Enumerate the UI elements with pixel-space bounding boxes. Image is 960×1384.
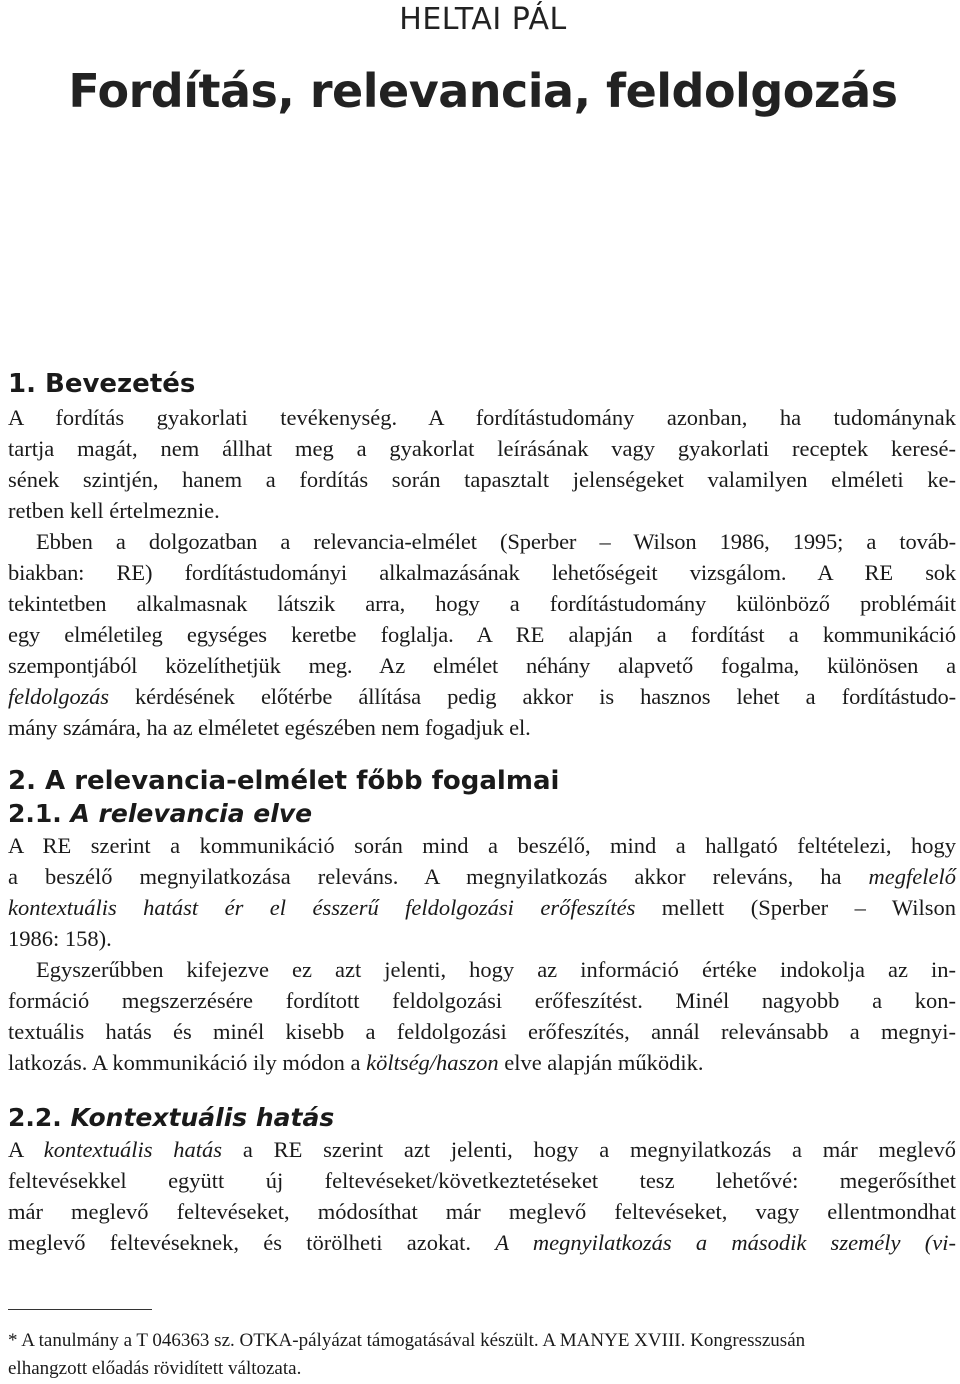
italic-term: megfelelő — [868, 864, 956, 889]
text-span: meglevő feltevéseknek, és törölheti azokat. — [8, 1230, 496, 1255]
text-span: a RE szerint azt jelenti, hogy a megnyilatkozás a már meglevő — [222, 1137, 957, 1162]
text-line: Ebben a dolgozatban a relevancia-elmélet (Sperber – Wilson 1986, 1995; a továb- — [36, 529, 956, 554]
italic-term: költség/haszon — [366, 1050, 499, 1075]
text-line: textuális hatás és minél kisebb a feldolgozási erőfeszítés, annál relevánsabb a megnyi- — [8, 1019, 956, 1044]
text-line: retben kell értelmeznie. — [8, 498, 220, 523]
text-line: biakban: RE) fordítástudományi alkalmazásának lehetőségeit vizsgálom. A RE sok — [8, 560, 956, 585]
article-title: Fordítás, relevancia, feldolgozás — [68, 64, 898, 118]
text-line: tekintetben alkalmasnak látszik arra, hogy a fordítástudomány különböző problémáit — [8, 591, 956, 616]
text-line — [8, 861, 956, 892]
text-line: sének szintjén, hanem a fordítás során tapasztalt jelenségeket valamilyen elméleti ke- — [8, 467, 956, 492]
footnote-divider — [8, 1309, 152, 1310]
footnote — [8, 1327, 956, 1383]
text-span: latkozás. A kommunikáció ily módon a — [8, 1050, 367, 1075]
section-title: A relevancia elve — [61, 799, 313, 828]
italic-term: kontextuális hatás — [43, 1137, 223, 1162]
text-line: tartja magát, nem állhat meg a gyakorlat leírásának vagy gyakorlati receptek keresé- — [8, 436, 956, 461]
section-1-paragraph-1 — [8, 402, 956, 526]
footnote-line: elhangzott előadás rövidített változata. — [8, 1358, 302, 1379]
italic-term: feldolgozás — [8, 684, 109, 709]
text-line — [8, 681, 956, 712]
section-number: 2.2. — [8, 1103, 62, 1132]
text-span: a beszélő megnyilatkozása releváns. A megnyilatkozás akkor releváns, ha — [8, 864, 869, 889]
text-span: kérdésének előtérbe állítása pedig akkor is hasznos lehet a fordítástudo- — [108, 684, 956, 709]
text-line: A RE szerint a kommunikáció során mind a beszélő, mind a hallgató feltételezi, hogy — [8, 833, 956, 858]
section-2-2-paragraph-1 — [8, 1134, 956, 1258]
text-line — [8, 1047, 956, 1078]
text-line: formáció megszerzésére fordított feldolgozási erőfeszítést. Minél nagyobb a kon- — [8, 988, 956, 1013]
author-name: HELTAI PÁL — [399, 2, 567, 37]
section-2-2-heading — [8, 1103, 334, 1132]
text-span: mellett (Sperber – Wilson — [635, 895, 956, 920]
text-line: már meglevő feltevéseket, módosíthat már meglevő feltevéseket, vagy ellentmondhat — [8, 1199, 956, 1224]
section-1-paragraph-2 — [8, 526, 956, 743]
section-2-1-paragraph-2 — [8, 954, 956, 1078]
section-2-1-paragraph-1 — [8, 830, 956, 954]
text-line: egy elméletileg egységes keretbe foglalja. A RE alapján a fordítást a kommunikáció — [8, 622, 956, 647]
text-line — [8, 1134, 956, 1165]
text-line — [8, 892, 956, 923]
italic-term: A megnyilatkozás a második személy (vi- — [495, 1230, 956, 1255]
section-title: Kontextuális hatás — [61, 1103, 335, 1132]
section-2-heading: 2. A relevancia-elmélet főbb fogalmai — [8, 766, 560, 796]
section-number: 2.1. — [8, 799, 62, 828]
text-line: 1986: 158). — [8, 926, 112, 951]
text-line: feltevésekkel együtt új feltevéseket/következtetéseket tesz lehetővé: megerősíthet — [8, 1168, 956, 1193]
text-line: Egyszerűbben kifejezve ez azt jelenti, hogy az információ értéke indokolja az in- — [36, 957, 956, 982]
text-span: A — [8, 1137, 44, 1162]
text-line: mány számára, ha az elméletet egészében nem fogadjuk el. — [8, 715, 531, 740]
text-line: szempontjából közelíthetjük meg. Az elmélet néhány alapvető fogalma, különösen a — [8, 653, 956, 678]
section-1-heading: 1. Bevezetés — [8, 369, 196, 399]
italic-term: kontextuális hatást ér el ésszerű feldolgozási erőfeszítés — [8, 895, 636, 920]
text-span: elve alapján működik. — [498, 1050, 704, 1075]
section-2-1-heading — [8, 799, 312, 828]
footnote-line: * A tanulmány a T 046363 sz. OTKA-pályázat támogatásával készült. A MANYE XVIII. Kongresszusán — [8, 1330, 806, 1351]
text-line — [8, 1227, 956, 1258]
text-line: A fordítás gyakorlati tevékenység. A fordítástudomány azonban, ha tudománynak — [8, 405, 956, 430]
